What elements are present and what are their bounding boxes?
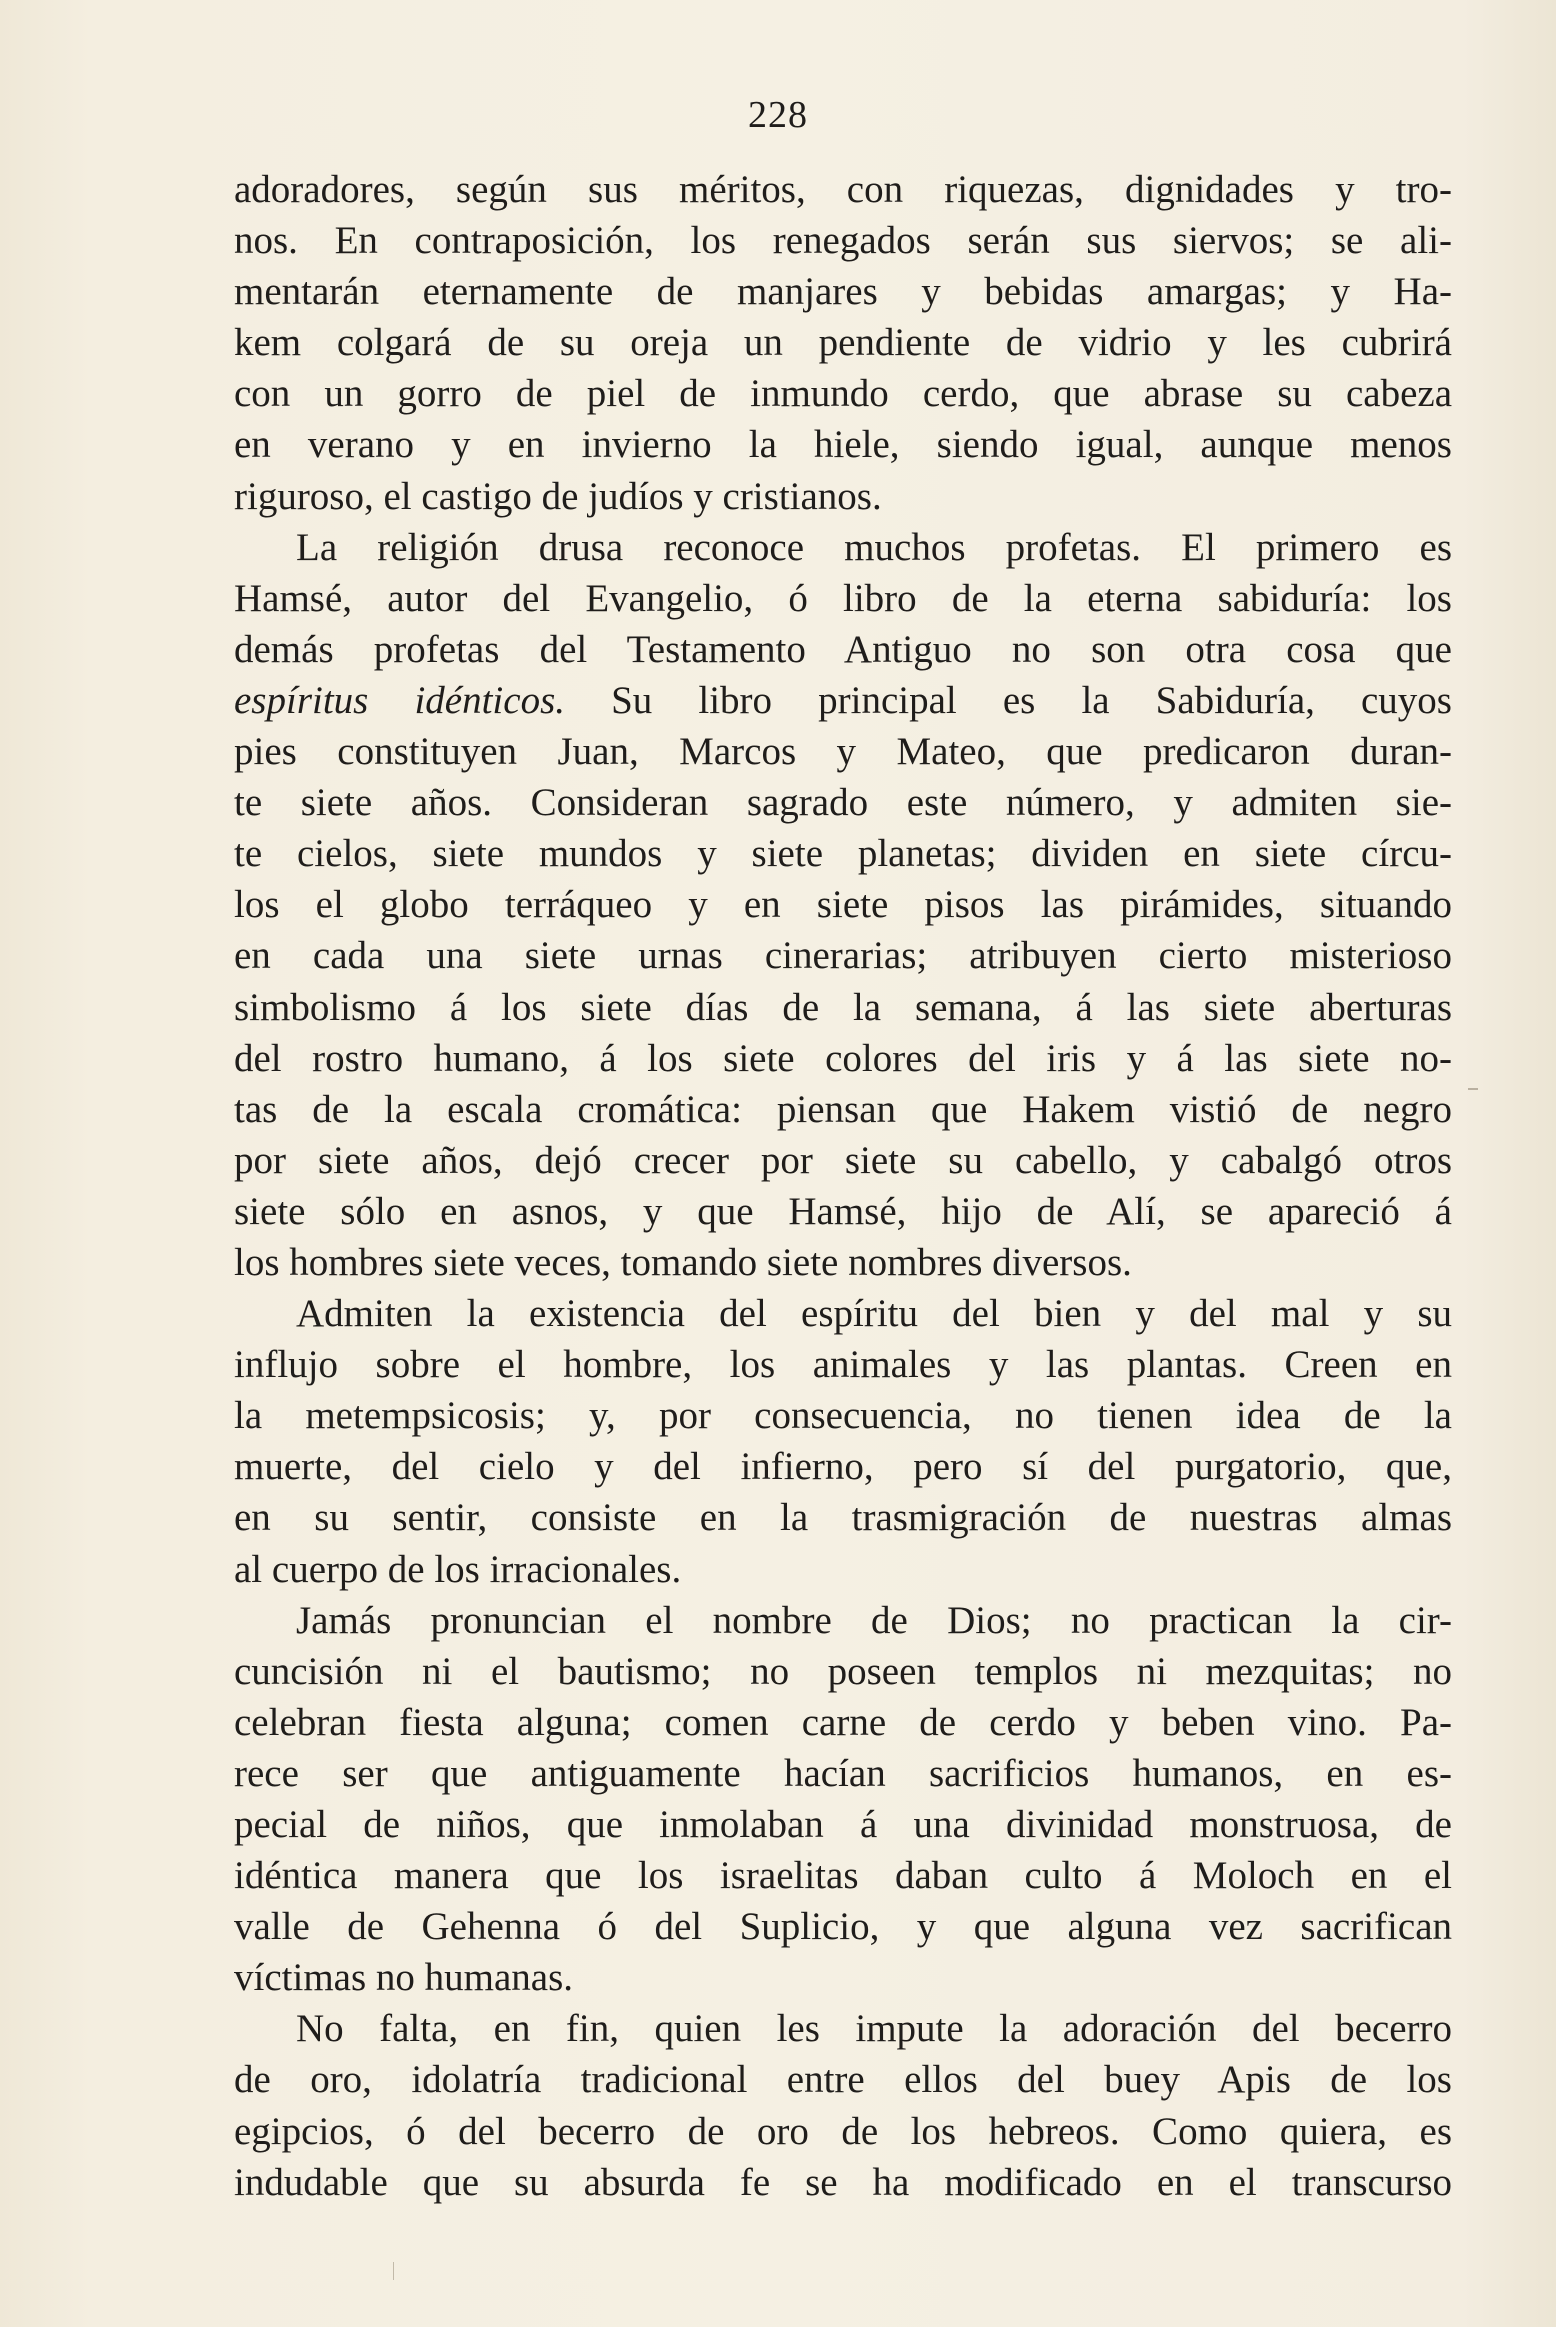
text-line: nos. En contraposición, los renegados serán sus siervos; se ali-: [234, 219, 1452, 263]
text-line: del rostro humano, á los siete colores del iris y á las siete no-: [234, 1036, 1452, 1080]
text-line: valle de Gehenna ó del Suplicio, y que alguna vez sacrifican: [234, 1905, 1452, 1949]
paragraph-3: [234, 1288, 1452, 1595]
text-line: víctimas no humanas.: [234, 1956, 574, 2000]
text-line: kem colgará de su oreja un pendiente de vidrio y les cubrirá: [234, 321, 1452, 365]
text-line: te siete años. Consideran sagrado este número, y admiten sie-: [234, 781, 1452, 825]
text-line: pecial de niños, que inmolaban á una divinidad monstruosa, de: [234, 1803, 1452, 1846]
text-line: siete sólo en asnos, y que Hamsé, hijo de Alí, se apareció á: [234, 1189, 1452, 1233]
text-line: te cielos, siete mundos y siete planetas; dividen en siete círcu-: [234, 832, 1452, 876]
text-line: demás profetas del Testamento Antiguo no son otra cosa que: [234, 627, 1452, 671]
text-line: rece ser que antiguamente hacían sacrificios humanos, en es-: [234, 1751, 1452, 1795]
text-line: No falta, en fin, quien les impute la adoración del becerro: [296, 2007, 1452, 2051]
paragraph-5: [234, 2003, 1452, 2207]
line-remainder: Su libro principal es la Sabiduría, cuyos: [565, 678, 1452, 722]
text-line: muerte, del cielo y del infierno, pero sí del purgatorio, que,: [234, 1445, 1452, 1489]
page-number: 228: [748, 94, 808, 136]
text-line: egipcios, ó del becerro de oro de los hebreos. Como quiera, es: [234, 2109, 1452, 2153]
text-line: celebran fiesta alguna; comen carne de cerdo y beben vino. Pa-: [234, 1700, 1452, 1744]
text-line: cuncisión ni el bautismo; no poseen templos ni mezquitas; no: [234, 1649, 1452, 1693]
paragraph-4: [234, 1595, 1452, 2004]
italic-phrase: espíritus idénticos.: [234, 678, 565, 722]
text-line: pies constituyen Juan, Marcos y Mateo, que predicaron duran-: [234, 730, 1452, 774]
text-line: idéntica manera que los israelitas daban culto á Moloch en el: [234, 1854, 1452, 1898]
text-line: Hamsé, autor del Evangelio, ó libro de la eterna sabiduría: los: [234, 576, 1452, 620]
text-line: adoradores, según sus méritos, con riquezas, dignidades y tro-: [234, 168, 1452, 211]
text-line: mentarán eternamente de manjares y bebidas amargas; y Ha-: [234, 270, 1452, 314]
text-line: La religión drusa reconoce muchos profetas. El primero es: [296, 525, 1452, 569]
text-line: tas de la escala cromática: piensan que Hakem vistió de negro: [234, 1087, 1452, 1131]
text-line: Jamás pronuncian el nombre de Dios; no practican la cir-: [296, 1598, 1452, 1642]
text-line: indudable que su absurda fe se ha modificado en el transcurso: [234, 2160, 1452, 2204]
paragraph-1: [234, 164, 1452, 522]
text-line: la metempsicosis; y, por consecuencia, no tienen idea de la: [234, 1394, 1452, 1438]
body-text: [234, 164, 1452, 2208]
text-line: en verano y en invierno la hiele, siendo igual, aunque menos: [234, 423, 1452, 467]
paper-speck: [393, 2262, 394, 2280]
text-line: los el globo terráqueo y en siete pisos las pirámides, situando: [234, 883, 1452, 927]
text-line: con un gorro de piel de inmundo cerdo, que abrase su cabeza: [234, 372, 1452, 416]
text-line: Admiten la existencia del espíritu del bien y del mal y su: [296, 1292, 1452, 1336]
text-line: por siete años, dejó crecer por siete su cabello, y cabalgó otros: [234, 1138, 1452, 1182]
text-line: riguroso, el castigo de judíos y cristianos.: [234, 474, 882, 518]
margin-mark: [1468, 1088, 1478, 1090]
text-line: influjo sobre el hombre, los animales y las plantas. Creen en: [234, 1343, 1452, 1387]
text-line-with-italic: [234, 675, 1452, 726]
text-line: de oro, idolatría tradicional entre ellos del buey Apis de los: [234, 2058, 1452, 2102]
text-line: en cada una siete urnas cinerarias; atribuyen cierto misterioso: [234, 934, 1452, 978]
text-line: al cuerpo de los irracionales.: [234, 1547, 682, 1591]
text-line: los hombres siete veces, tomando siete nombres diversos.: [234, 1240, 1132, 1284]
paragraph-2: [234, 522, 1452, 1288]
text-line: simbolismo á los siete días de la semana, á las siete aberturas: [234, 985, 1452, 1029]
text-line: en su sentir, consiste en la trasmigración de nuestras almas: [234, 1496, 1452, 1540]
